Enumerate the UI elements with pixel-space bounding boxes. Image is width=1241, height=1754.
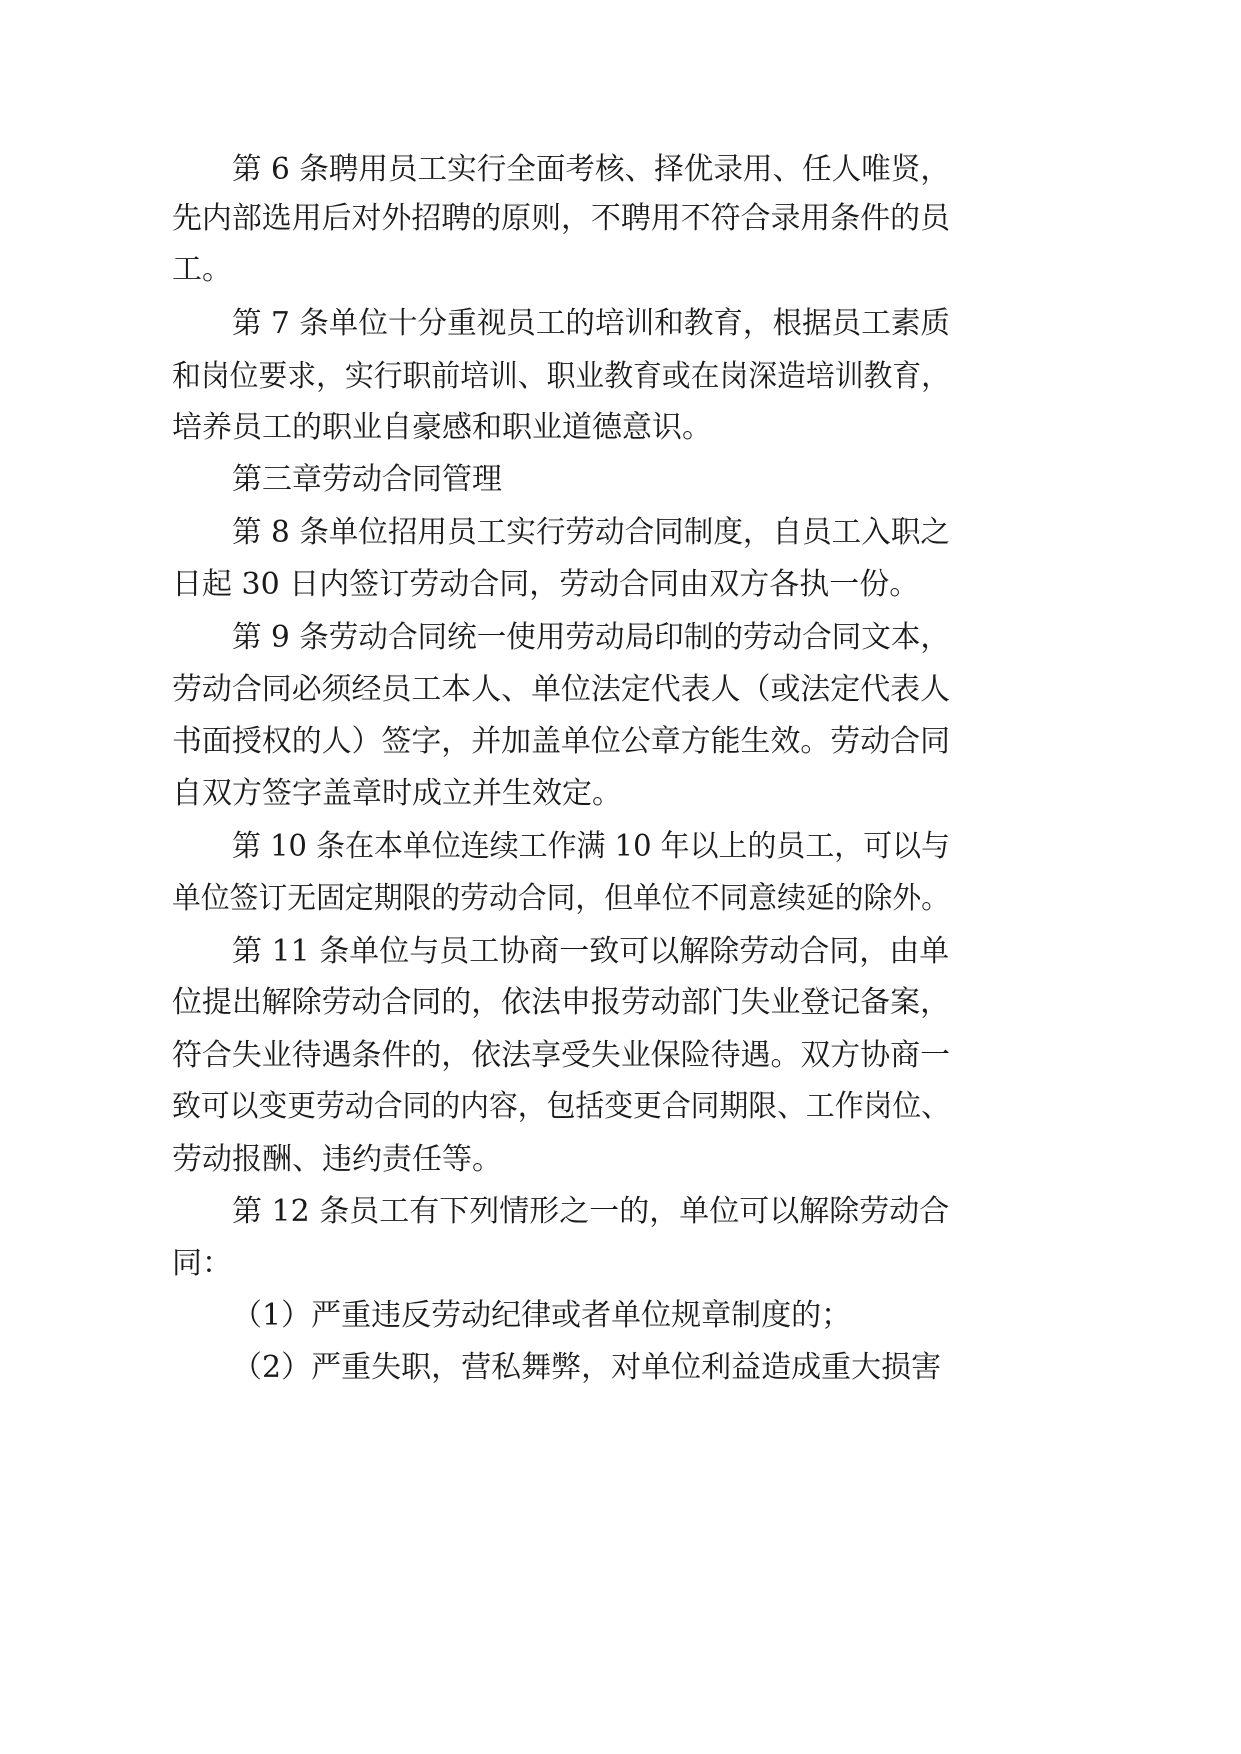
line-text: 第 11 条单位与员工协商一致可以解除劳动合同，由单	[232, 934, 950, 969]
line-text: 第 9 条劳动合同统一使用劳动局印制的劳动合同文本，	[232, 620, 950, 655]
line-text: （2）严重失职，营私舞弊，对单位利益造成重大损害	[232, 1350, 942, 1385]
line-text: 位提出解除劳动合同的，依法申报劳动部门失业登记备案，	[172, 985, 950, 1020]
line-text: 第 6 条聘用员工实行全面考核、择优录用、任人唯贤，	[232, 152, 950, 187]
line-text: 单位签订无固定期限的劳动合同，但单位不同意续延的除外。	[172, 881, 950, 916]
line-text: 第 12 条员工有下列情形之一的，单位可以解除劳动合	[232, 1194, 950, 1229]
line-text: （1）严重违反劳动纪律或者单位规章制度的；	[232, 1298, 852, 1333]
line-text: 同：	[172, 1246, 232, 1281]
line-text: 先内部选用后对外招聘的原则，不聘用不符合录用条件的员	[172, 201, 950, 236]
line-text: 日起 30 日内签订劳动合同，劳动合同由双方各执一份。	[172, 567, 920, 602]
line-text: 培养员工的职业自豪感和职业道德意识。	[172, 410, 712, 445]
line-text: 第 7 条单位十分重视员工的培训和教育，根据员工素质	[232, 306, 950, 341]
line-text: 劳动报酬、违约责任等。	[172, 1142, 502, 1177]
line-text: 致可以变更劳动合同的内容，包括变更合同期限、工作岗位、	[172, 1089, 950, 1124]
line-text: 书面授权的人）签字，并加盖单位公章方能生效。劳动合同	[172, 724, 950, 759]
line-text: 自双方签字盖章时成立并生效定。	[172, 776, 622, 811]
line-text: 劳动合同必须经员工本人、单位法定代表人（或法定代表人	[172, 672, 950, 707]
line-text: 第 8 条单位招用员工实行劳动合同制度，自员工入职之	[232, 515, 950, 550]
line-text: 第 10 条在本单位连续工作满 10 年以上的员工，可以与	[232, 829, 950, 864]
line-text: 符合失业待遇条件的，依法享受失业保险待遇。双方协商一	[172, 1038, 950, 1073]
line-text: 和岗位要求，实行职前培训、职业教育或在岗深造培训教育，	[172, 359, 950, 394]
line-text: 第三章劳动合同管理	[232, 462, 502, 497]
line-text: 工。	[172, 252, 232, 287]
